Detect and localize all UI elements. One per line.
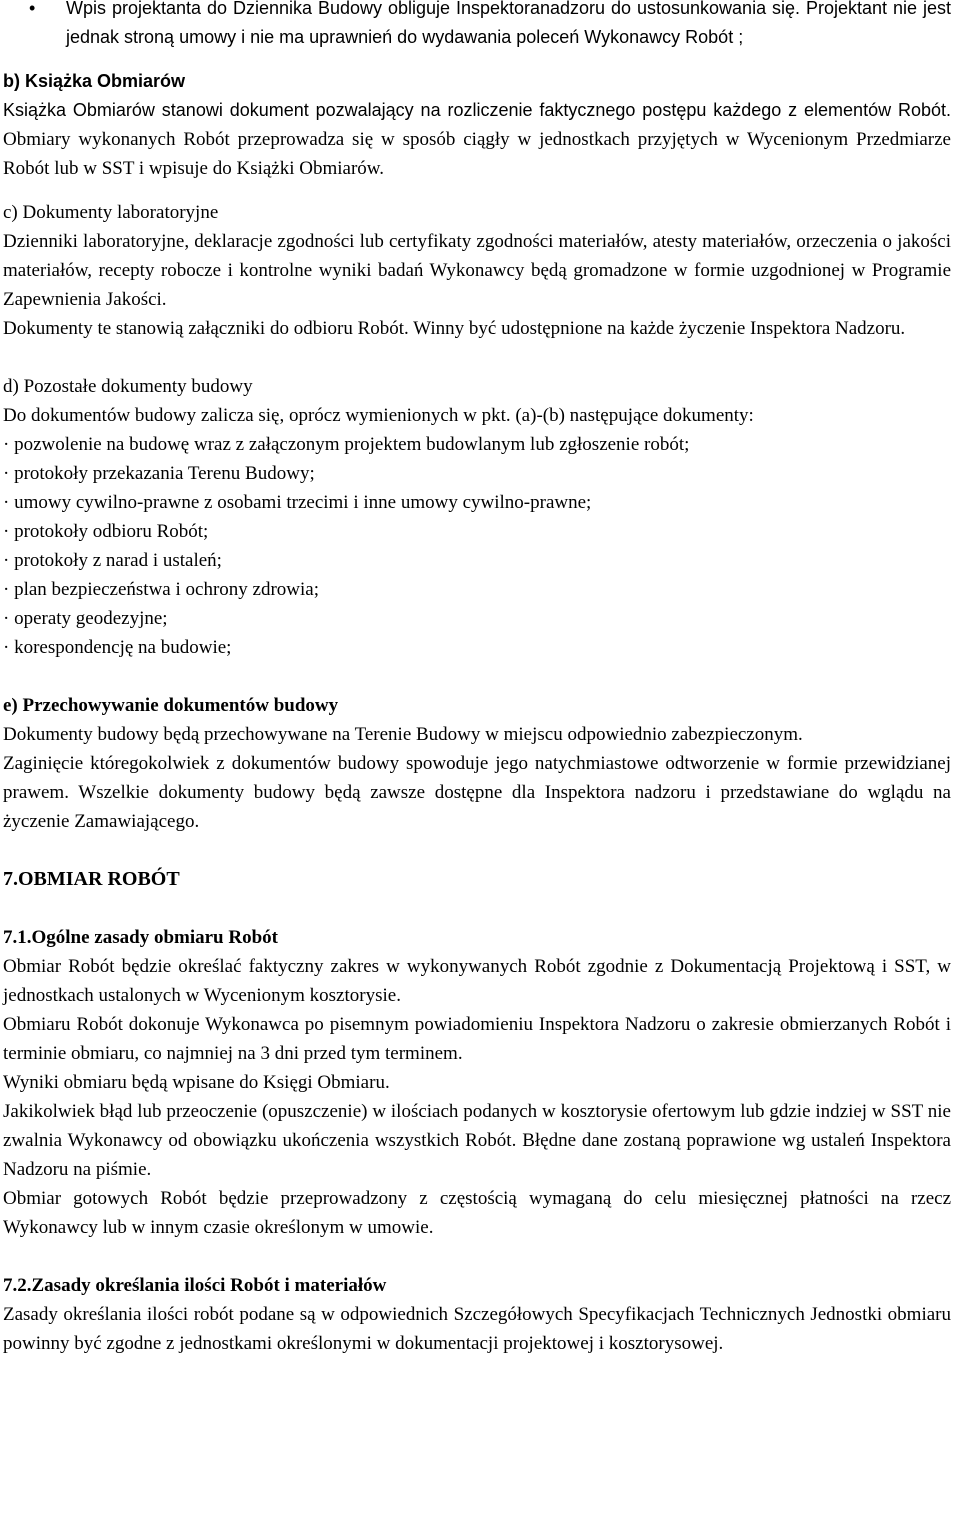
section-b-paragraph xyxy=(3,96,951,183)
section-7-1-paragraph: Wyniki obmiaru będą wpisane do Księgi Obmiaru. xyxy=(3,1072,390,1093)
list-item: · plan bezpieczeństwa i ochrony zdrowia; xyxy=(3,579,320,600)
section-c-paragraph-2: Dokumenty te stanowią załączniki do odbioru Robót. Winny być udostępnione na każde życzenie Inspektora Nadzoru. xyxy=(3,318,906,339)
section-7-1-paragraph: Obmiar gotowych Robót będzie przeprowadzony z częstością wymaganą do celu miesięcznej płatności na rzecz Wykonawcy lub w innym czasie określonym w umowie. xyxy=(3,1188,951,1238)
section-7-2-heading: 7.2.Zasady określania ilości Robót i materiałów xyxy=(3,1275,387,1296)
list-item: · korespondencję na budowie; xyxy=(3,637,232,658)
section-e-paragraph-2: Zaginięcie któregokolwiek z dokumentów budowy spowoduje jego natychmiastowe odtworzenie w formie przewidzianej prawem. Wszelkie dokumenty budowy będą zawsze dostępne dla Inspektora nadzoru i przedstawiane do wglądu na życzenie Zamawiającego. xyxy=(3,753,951,832)
intro-bullet-paragraph xyxy=(3,0,951,52)
list-item: · operaty geodezyjne; xyxy=(3,608,168,629)
list-item: · umowy cywilno-prawne z osobami trzecimi i inne umowy cywilno-prawne; xyxy=(3,492,592,513)
section-b-text-sans: Książka Obmiarów stanowi dokument pozwalający na rozliczenie faktycznego postępu każdego z elementów Robót. xyxy=(3,100,951,120)
spacer xyxy=(3,894,951,923)
list-item: · protokoły z narad i ustaleń; xyxy=(3,550,222,571)
section-c-paragraph-1: Dzienniki laboratoryjne, deklaracje zgodności lub certyfikaty zgodności materiałów, atesty materiałów, orzeczenia o jakości materiałów, recepty robocze i kontrolne wyniki badań Wykonawcy będą gromadzone w formie uzgodnionej w Programie Zapewnienia Jakości. xyxy=(3,231,951,310)
section-7-1-paragraph: Obmiar Robót będzie określać faktyczny zakres w wykonywanych Robót zgodnie z Dokumentacją Projektową i SST, w jednostkach ustalonych w Wycenionym kosztorysie. xyxy=(3,956,951,1006)
section-e-heading: e) Przechowywanie dokumentów budowy xyxy=(3,695,339,716)
spacer xyxy=(3,1242,951,1271)
section-b-text-serif: Obmiary wykonanych Robót przeprowadza się w sposób ciągły w jednostkach przyjętych w Wycenionym Przedmiarze Robót lub w SST i wpisuje do Książki Obmiarów. xyxy=(3,129,951,179)
section-c-heading: c) Dokumenty laboratoryjne xyxy=(3,202,219,223)
spacer xyxy=(3,183,951,198)
spacer xyxy=(3,662,951,691)
intro-text: Wpis projektanta do Dziennika Budowy obliguje Inspektoranadzoru do ustosunkowania się. Projektant nie jest jednak stroną umowy i nie ma uprawnień do wydawania poleceń Wykonawcy Robót ; xyxy=(66,0,951,47)
section-7-1-paragraph: Jakikolwiek błąd lub przeoczenie (opuszczenie) w ilościach podanych w kosztorysie ofertowym lub gdzie indziej w SST nie zwalnia Wykonawcy od obowiązku ukończenia wszystkich Robót. Błędne dane zostaną poprawione wg ustaleń Inspektora Nadzoru na piśmie. xyxy=(3,1101,951,1180)
section-7-1-paragraph: Obmiaru Robót dokonuje Wykonawca po pisemnym powiadomieniu Inspektora Nadzoru o zakresie obmierzanych Robót i terminie obmiaru, co najmniej na 3 dni przed tym terminem. xyxy=(3,1014,951,1064)
section-7-heading: 7.OBMIAR ROBÓT xyxy=(3,868,180,890)
bullet-icon: • xyxy=(29,0,36,18)
list-item: · pozwolenie na budowę wraz z załączonym projektem budowlanym lub zgłoszenie robót; xyxy=(3,434,690,455)
spacer xyxy=(3,836,951,865)
section-d-heading: d) Pozostałe dokumenty budowy xyxy=(3,376,253,397)
section-e-paragraph-1: Dokumenty budowy będą przechowywane na Terenie Budowy w miejscu odpowiednio zabezpieczonym. xyxy=(3,724,803,745)
list-item: · protokoły przekazania Terenu Budowy; xyxy=(3,463,315,484)
spacer xyxy=(3,52,951,67)
section-7-1-heading: 7.1.Ogólne zasady obmiaru Robót xyxy=(3,927,278,948)
list-item: · protokoły odbioru Robót; xyxy=(3,521,209,542)
spacer xyxy=(3,343,951,372)
section-b-heading: b) Książka Obmiarów xyxy=(3,71,186,91)
section-d-intro: Do dokumentów budowy zalicza się, oprócz wymienionych w pkt. (a)-(b) następujące dokumenty: xyxy=(3,405,754,426)
section-7-2-paragraph: Zasady określania ilości robót podane są w odpowiednich Szczegółowych Specyfikacjach Technicznych Jednostki obmiaru powinny być zgodne z jednostkami określonymi w dokumentacji projektowej i kosztorysowej. xyxy=(3,1304,951,1354)
